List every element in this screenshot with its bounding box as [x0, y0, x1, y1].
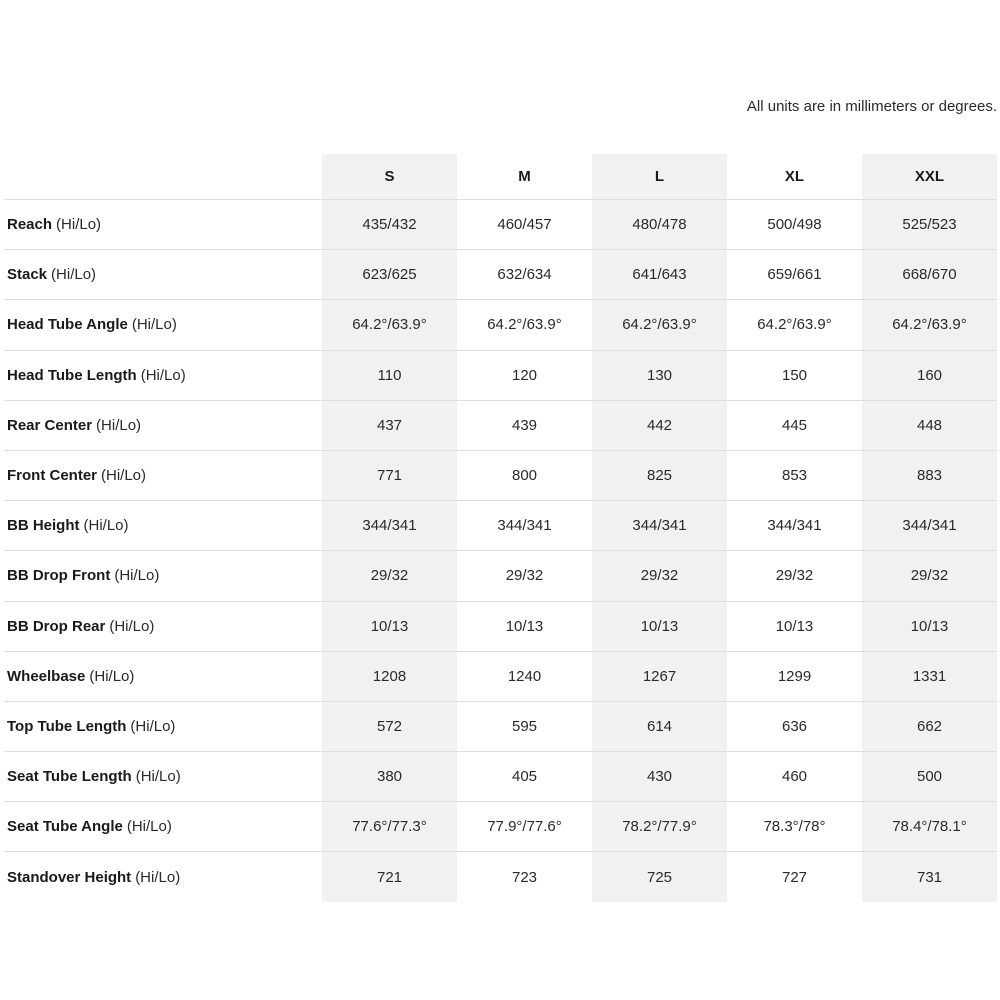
value-cell: 78.2°/77.9° — [592, 802, 727, 851]
value-cell: 641/643 — [592, 250, 727, 299]
value-cell: 636 — [781, 717, 808, 735]
row-label-suffix: (Hi/Lo) — [101, 467, 147, 485]
row-label-suffix: (Hi/Lo) — [135, 768, 181, 786]
row-label-name: Top Tube Length — [7, 717, 127, 735]
row-label — [4, 451, 322, 500]
row-label-suffix: (Hi/Lo) — [83, 517, 129, 535]
value-cell: 731 — [862, 852, 997, 901]
value-cell: 1240 — [507, 667, 542, 685]
table-header-row — [4, 154, 997, 199]
value-cell: 10/13 — [592, 602, 727, 651]
row-label-name: Reach — [7, 216, 53, 234]
value-cell: 525/523 — [862, 200, 997, 249]
row-label-name: Front Center — [7, 467, 97, 485]
row-label-suffix: (Hi/Lo) — [56, 216, 102, 234]
value-cell: 160 — [862, 351, 997, 400]
value-cell: 500 — [862, 752, 997, 801]
value-cell: 150 — [781, 366, 808, 384]
value-cell: 825 — [592, 451, 727, 500]
row-label — [4, 300, 322, 349]
value-cell: 344/341 — [767, 517, 822, 535]
value-cell: 614 — [592, 702, 727, 751]
value-cell: 130 — [592, 351, 727, 400]
row-label-name: Wheelbase — [7, 667, 86, 685]
value-cell: 29/32 — [862, 551, 997, 600]
value-cell: 500/498 — [767, 216, 822, 234]
value-cell: 64.2°/63.9° — [487, 316, 562, 334]
value-cell: 78.3°/78° — [763, 818, 826, 836]
value-cell: 460/457 — [497, 216, 552, 234]
value-cell: 120 — [511, 366, 538, 384]
row-label-name: Seat Tube Length — [7, 768, 132, 786]
table-row — [4, 550, 997, 600]
row-label — [4, 652, 322, 701]
units-note: All units are in millimeters or degrees. — [746, 98, 997, 115]
row-label-suffix: (Hi/Lo) — [131, 316, 177, 334]
value-cell: 439 — [511, 416, 538, 434]
row-label — [4, 401, 322, 450]
table-row — [4, 199, 997, 249]
value-cell: 77.9°/77.6° — [487, 818, 562, 836]
row-label-suffix: (Hi/Lo) — [130, 717, 176, 735]
value-cell: 344/341 — [862, 501, 997, 550]
row-label-name: Head Tube Length — [7, 366, 137, 384]
value-cell: 344/341 — [322, 501, 457, 550]
value-cell: 64.2°/63.9° — [757, 316, 832, 334]
value-cell: 435/432 — [322, 200, 457, 249]
geometry-table — [4, 154, 997, 902]
value-cell: 623/625 — [322, 250, 457, 299]
value-cell: 480/478 — [592, 200, 727, 249]
row-label-suffix: (Hi/Lo) — [109, 617, 155, 635]
row-label — [4, 250, 322, 299]
row-label-suffix: (Hi/Lo) — [51, 266, 97, 284]
table-row — [4, 751, 997, 801]
size-header: XXL — [862, 154, 997, 199]
value-cell: 725 — [592, 852, 727, 901]
value-cell: 771 — [322, 451, 457, 500]
value-cell: 10/13 — [862, 602, 997, 651]
row-label — [4, 802, 322, 851]
row-label — [4, 752, 322, 801]
table-row — [4, 601, 997, 651]
value-cell: 1299 — [777, 667, 812, 685]
row-label — [4, 501, 322, 550]
row-label — [4, 702, 322, 751]
value-cell: 1331 — [862, 652, 997, 701]
table-row — [4, 851, 997, 901]
row-label-name: BB Drop Rear — [7, 617, 106, 635]
table-row — [4, 299, 997, 349]
value-cell: 721 — [322, 852, 457, 901]
value-cell: 344/341 — [497, 517, 552, 535]
row-label-suffix: (Hi/Lo) — [126, 818, 172, 836]
table-row — [4, 701, 997, 751]
table-body — [4, 199, 997, 902]
row-label-suffix: (Hi/Lo) — [114, 567, 160, 585]
value-cell: 853 — [781, 467, 808, 485]
value-cell: 1208 — [322, 652, 457, 701]
row-label — [4, 852, 322, 901]
value-cell: 78.4°/78.1° — [862, 802, 997, 851]
table-row — [4, 350, 997, 400]
row-label-name: Seat Tube Angle — [7, 818, 123, 836]
row-label — [4, 200, 322, 249]
row-label-name: Standover Height — [7, 868, 132, 886]
value-cell: 29/32 — [505, 567, 544, 585]
row-label-suffix: (Hi/Lo) — [96, 416, 142, 434]
row-label — [4, 351, 322, 400]
table-row — [4, 500, 997, 550]
row-label — [4, 551, 322, 600]
value-cell: 29/32 — [322, 551, 457, 600]
table-row — [4, 249, 997, 299]
value-cell: 10/13 — [775, 617, 814, 635]
value-cell: 662 — [862, 702, 997, 751]
value-cell: 727 — [781, 868, 808, 886]
value-cell: 800 — [511, 467, 538, 485]
value-cell: 659/661 — [767, 266, 822, 284]
value-cell: 77.6°/77.3° — [322, 802, 457, 851]
value-cell: 460 — [781, 768, 808, 786]
value-cell: 29/32 — [592, 551, 727, 600]
value-cell: 110 — [322, 351, 457, 400]
table-row — [4, 801, 997, 851]
row-label-name: BB Height — [7, 517, 80, 535]
row-label — [4, 602, 322, 651]
size-header: M — [518, 168, 531, 185]
value-cell: 380 — [322, 752, 457, 801]
value-cell: 430 — [592, 752, 727, 801]
header-blank-cell — [4, 154, 322, 199]
value-cell: 10/13 — [505, 617, 544, 635]
value-cell: 632/634 — [497, 266, 552, 284]
value-cell: 595 — [511, 717, 538, 735]
row-label-suffix: (Hi/Lo) — [135, 868, 181, 886]
size-header: S — [322, 154, 457, 199]
size-header: XL — [784, 168, 805, 185]
row-label-suffix: (Hi/Lo) — [89, 667, 135, 685]
value-cell: 10/13 — [322, 602, 457, 651]
size-header: L — [592, 154, 727, 199]
row-label-name: BB Drop Front — [7, 567, 111, 585]
value-cell: 723 — [511, 868, 538, 886]
value-cell: 668/670 — [862, 250, 997, 299]
value-cell: 405 — [511, 768, 538, 786]
value-cell: 883 — [862, 451, 997, 500]
table-row — [4, 400, 997, 450]
value-cell: 344/341 — [592, 501, 727, 550]
row-label-name: Stack — [7, 266, 48, 284]
row-label-name: Head Tube Angle — [7, 316, 128, 334]
value-cell: 29/32 — [775, 567, 814, 585]
table-row — [4, 651, 997, 701]
row-label-suffix: (Hi/Lo) — [140, 366, 186, 384]
value-cell: 448 — [862, 401, 997, 450]
value-cell: 442 — [592, 401, 727, 450]
value-cell: 572 — [322, 702, 457, 751]
value-cell: 64.2°/63.9° — [592, 300, 727, 349]
row-label-name: Rear Center — [7, 416, 93, 434]
value-cell: 445 — [781, 416, 808, 434]
value-cell: 1267 — [592, 652, 727, 701]
value-cell: 64.2°/63.9° — [322, 300, 457, 349]
value-cell: 437 — [322, 401, 457, 450]
value-cell: 64.2°/63.9° — [862, 300, 997, 349]
table-row — [4, 450, 997, 500]
